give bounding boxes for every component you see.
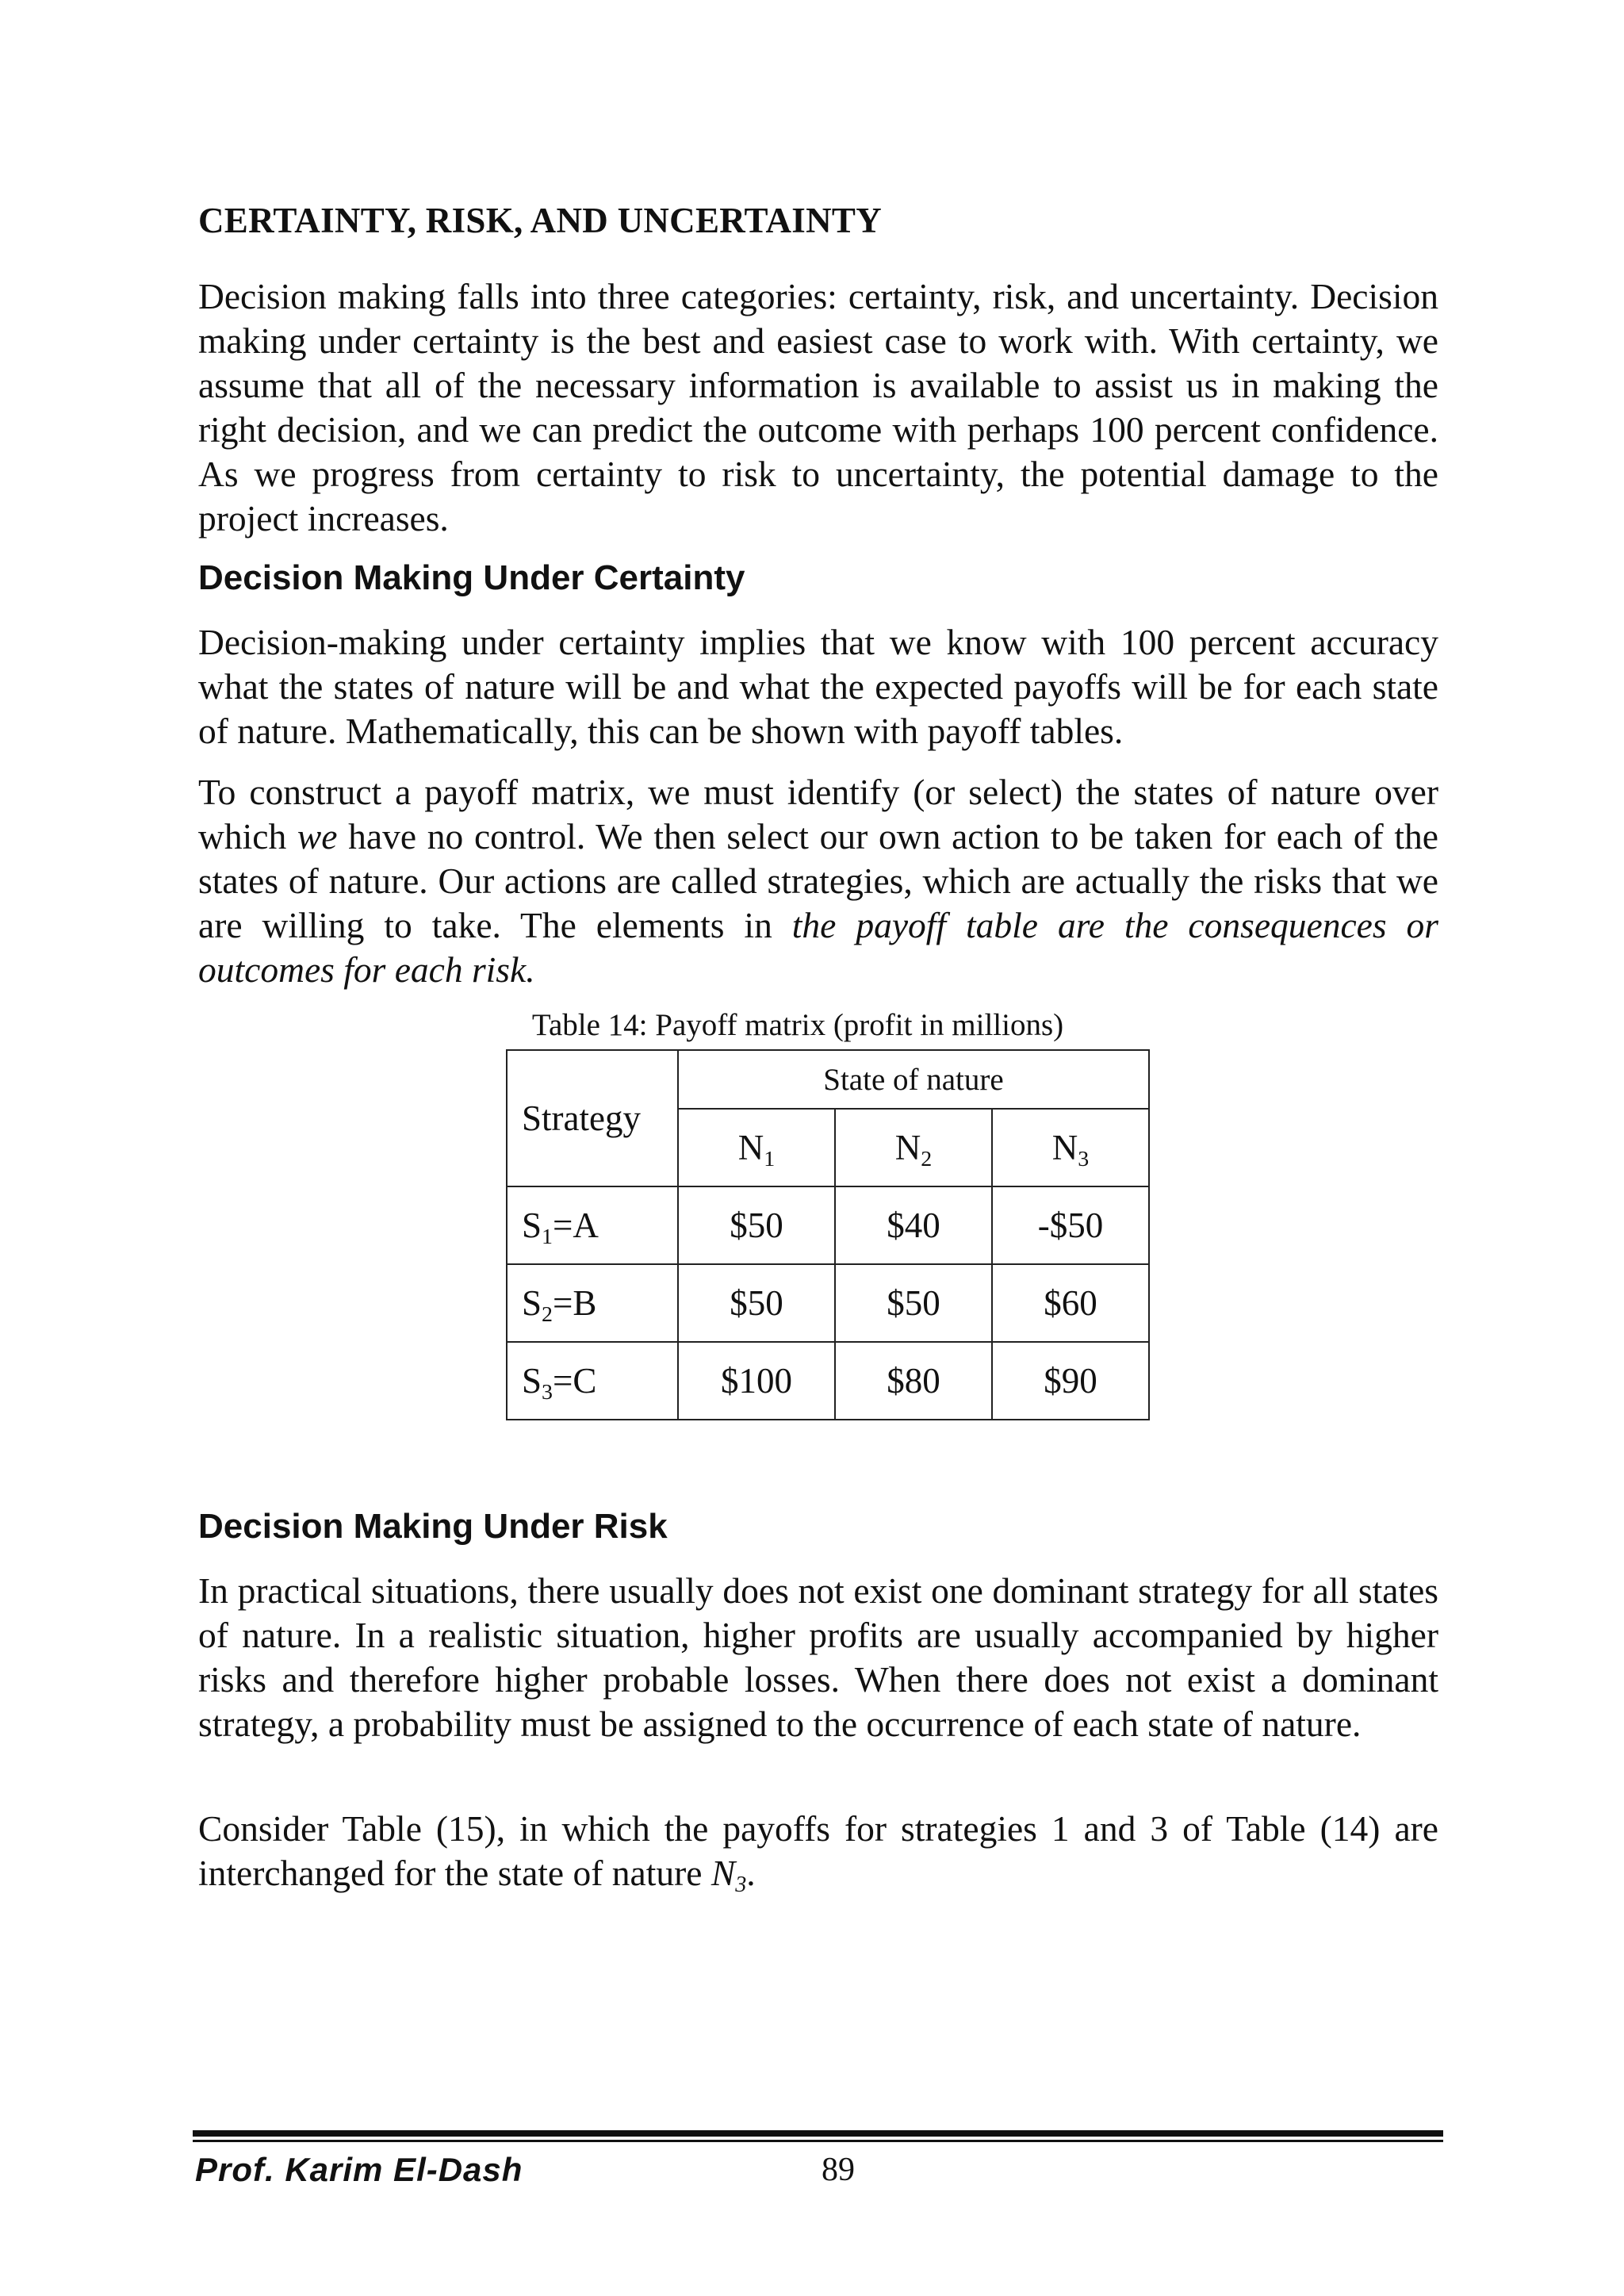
footer-divider (193, 2130, 1443, 2137)
payoff-cell: $50 (678, 1186, 835, 1264)
italic-run: we (297, 816, 338, 857)
table-row (507, 1186, 1149, 1264)
strategy-subscript: 2 (542, 1301, 553, 1327)
payoff-table (506, 1049, 1150, 1420)
italic-run (710, 1853, 747, 1897)
strategy-label: S (522, 1205, 542, 1245)
table-caption (0, 1007, 1624, 1043)
italic-run: the payoff table are the consequences or outcomes for each risk. (198, 905, 1438, 990)
strategy-cell (507, 1264, 678, 1342)
text-run: Consider Table (15), in which the payoffs for strategies 1 and 3 of Table (14) are interchanged for the state of nature (198, 1808, 1438, 1893)
state-header-cell (835, 1109, 992, 1186)
footer-author: Prof. Karim El-Dash (195, 2151, 523, 2188)
payoff-cell: $50 (835, 1264, 992, 1342)
payoff-cell: $80 (835, 1342, 992, 1420)
strategy-label: S (522, 1283, 542, 1323)
payoff-cell: $50 (678, 1264, 835, 1342)
heading-decision-under-risk: Decision Making Under Risk (198, 1507, 668, 1546)
strategy-subscript: 3 (542, 1379, 553, 1405)
table-row (507, 1342, 1149, 1420)
footer-divider (193, 2140, 1443, 2142)
section-title: CERTAINTY, RISK, AND UNCERTAINTY (198, 201, 883, 240)
page-number: 89 (822, 2152, 855, 2188)
strategy-suffix: =A (552, 1205, 599, 1245)
strategy-cell (507, 1342, 678, 1420)
state-subscript: 1 (764, 1146, 776, 1171)
state-subscript: 2 (921, 1146, 933, 1171)
strategy-suffix: =B (552, 1283, 597, 1323)
italic-base: N (710, 1853, 736, 1893)
strategy-label: S (522, 1361, 542, 1401)
strategy-cell (507, 1186, 678, 1264)
certainty-paragraph-2 (198, 770, 1438, 992)
caption-text: Table 14: Payoff matrix (profit in millions) (531, 1008, 1064, 1042)
state-label: N (1051, 1128, 1078, 1167)
payoff-cell: $40 (835, 1186, 992, 1264)
state-label: N (894, 1128, 921, 1167)
table-row (507, 1264, 1149, 1342)
state-subscript: 3 (1078, 1146, 1090, 1171)
italic-subscript: 3 (735, 1872, 747, 1897)
text-run: To construct a payoff matrix, we must identify (or select) the states of nature over which (198, 772, 1438, 857)
payoff-cell: $100 (678, 1342, 835, 1420)
table-header-row (507, 1050, 1149, 1109)
strategy-subscript: 1 (542, 1224, 553, 1249)
heading-decision-under-certainty: Decision Making Under Certainty (198, 558, 745, 597)
state-header-cell (678, 1109, 835, 1186)
risk-paragraph-2 (198, 1807, 1438, 1895)
risk-paragraph-1: In practical situations, there usually does not exist one dominant strategy for all states of nature. In a realistic situation, higher profits are usually accompanied by higher risks and therefore higher probable losses. When there does not exist a dominant strategy, a probability must be assigned to the occurrence of each state of nature. (198, 1570, 1438, 1744)
certainty-paragraph-1: Decision-making under certainty implies that we know with 100 percent accuracy what the states of nature will be and what the expected payoffs will be for each state of nature. Mathematically, this can be shown with payoff tables. (198, 622, 1438, 751)
intro-paragraph: Decision making falls into three categories: certainty, risk, and uncertainty. Decision making under certainty is the best and easiest case to work with. With certainty, we assume that all of the necessary information is available to assist us in making the right decision, and we can predict the outcome with perhaps 100 percent confidence. As we progress from certainty to risk to uncertainty, the potential damage to the project increases. (198, 276, 1438, 539)
payoff-cell: $90 (992, 1342, 1149, 1420)
strategy-suffix: =C (552, 1361, 597, 1401)
state-header-cell (992, 1109, 1149, 1186)
strategy-header-cell: Strategy (507, 1050, 678, 1186)
text-run: have no control. We then select our own action to be taken for each of the states of nature. Our actions are called strategies, which are actually the risks that we are willing to take. The elements in (198, 816, 1438, 945)
payoff-cell: $60 (992, 1264, 1149, 1342)
payoff-cell: -$50 (992, 1186, 1149, 1264)
text-run: . (746, 1853, 756, 1893)
state-label: N (737, 1128, 764, 1167)
state-of-nature-header-cell: State of nature (678, 1050, 1149, 1109)
